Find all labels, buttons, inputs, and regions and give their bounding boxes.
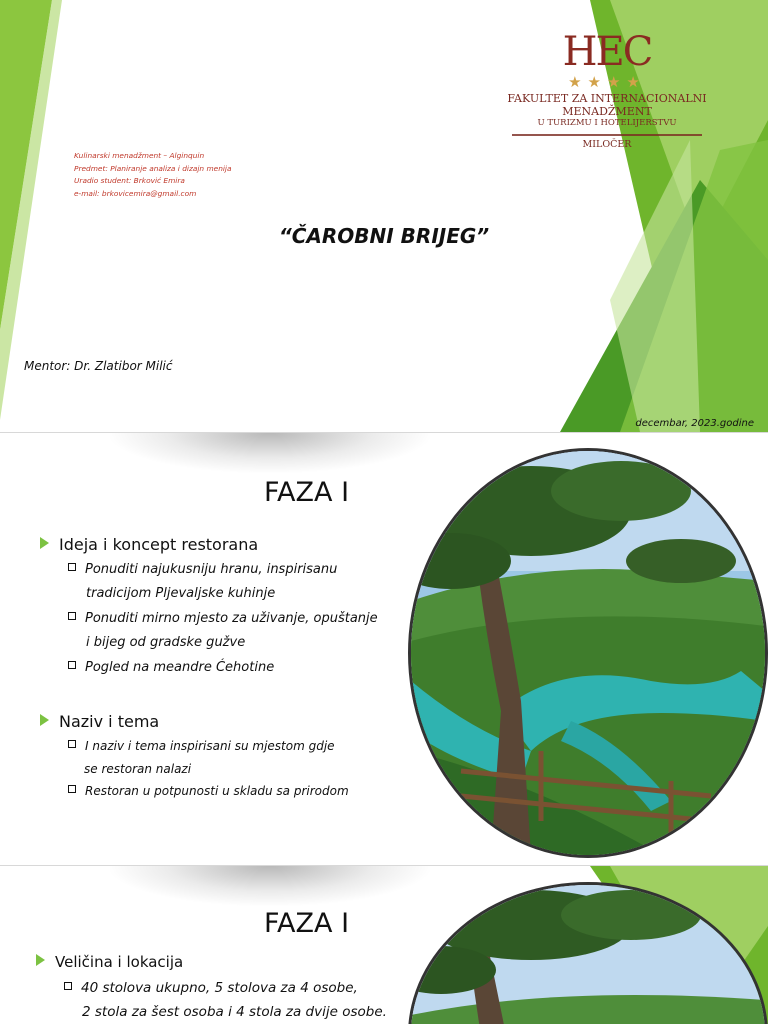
list-item: Ponuditi mirno mjesto za uživanje, opuštanje [68,611,378,626]
logo-faculty-subtitle: U TURIZMU I HOTELIJERSTVU [537,118,677,128]
square-checkbox-icon [68,563,76,571]
logo-divider [512,134,702,136]
title-slide [0,0,768,432]
slide-heading: FAZA I [264,477,350,508]
canyon-image [411,451,765,855]
list-item: Pogled na meandre Ćehotine [68,660,274,675]
list-item: Ponuditi najukusniju hranu, inspirisanu [68,562,337,577]
logo-stars: ★★★★ [568,73,646,91]
section-title: Ideja i koncept restorana [59,535,259,554]
presentation-title: “ČAROBNI BRIJEG” [278,224,490,248]
list-item-continuation: i bijeg od gradske gužve [86,635,246,650]
square-checkbox-icon [68,740,76,748]
info-student: Uradio student: Brković Emira [74,176,185,185]
square-checkbox-icon [68,661,76,669]
faza-slide-2 [0,866,768,1024]
square-checkbox-icon [68,785,76,793]
faza-slide-1 [0,433,768,865]
info-email: e-mail: brkovicemira@gmail.com [74,188,197,198]
logo-location: MILOČER [582,139,632,150]
square-checkbox-icon [64,982,72,990]
section-title: Veličina i lokacija [55,953,184,971]
section-title: Naziv i tema [59,712,160,731]
mentor-name: Mentor: Dr. Zlatibor Milić [24,359,173,373]
list-item: Restoran u potpunosti u skladu sa prirodom [68,784,349,798]
header-shadow [110,866,430,906]
green-triangle-icon [36,954,45,966]
section-name-theme [40,712,159,731]
list-item-continuation: 2 stola za šest osoba i 4 stola za dvije osobe. [82,1004,387,1020]
student-info [74,150,232,200]
section-idea [40,535,258,554]
logo-faculty-name: FAKULTET ZA INTERNACIONALNI MENADŽMENT [507,92,707,118]
list-item: 40 stolova ukupno, 5 stolova za 4 osobe, [64,980,358,996]
logo-mark: HEC [562,29,652,75]
info-course: Kulinarski menadžment – Alginquin [74,151,205,160]
list-item: I naziv i tema inspirisani su mjestom gdje [68,739,335,753]
presentation-date: decembar, 2023.godine [635,418,754,429]
green-triangle-icon [40,714,49,726]
list-item-continuation: tradicijom Pljevaljske kuhinje [86,586,276,601]
list-item-continuation: se restoran nalazi [84,762,192,776]
university-logo [492,30,722,151]
green-triangle-icon [40,537,49,549]
slide-heading: FAZA I [264,908,350,939]
square-checkbox-icon [68,612,76,620]
section-size-location [36,953,183,971]
header-shadow [110,433,430,473]
info-subject: Predmet: Planiranje analiza i dizajn menija [74,163,232,173]
landscape-photo [408,448,768,858]
